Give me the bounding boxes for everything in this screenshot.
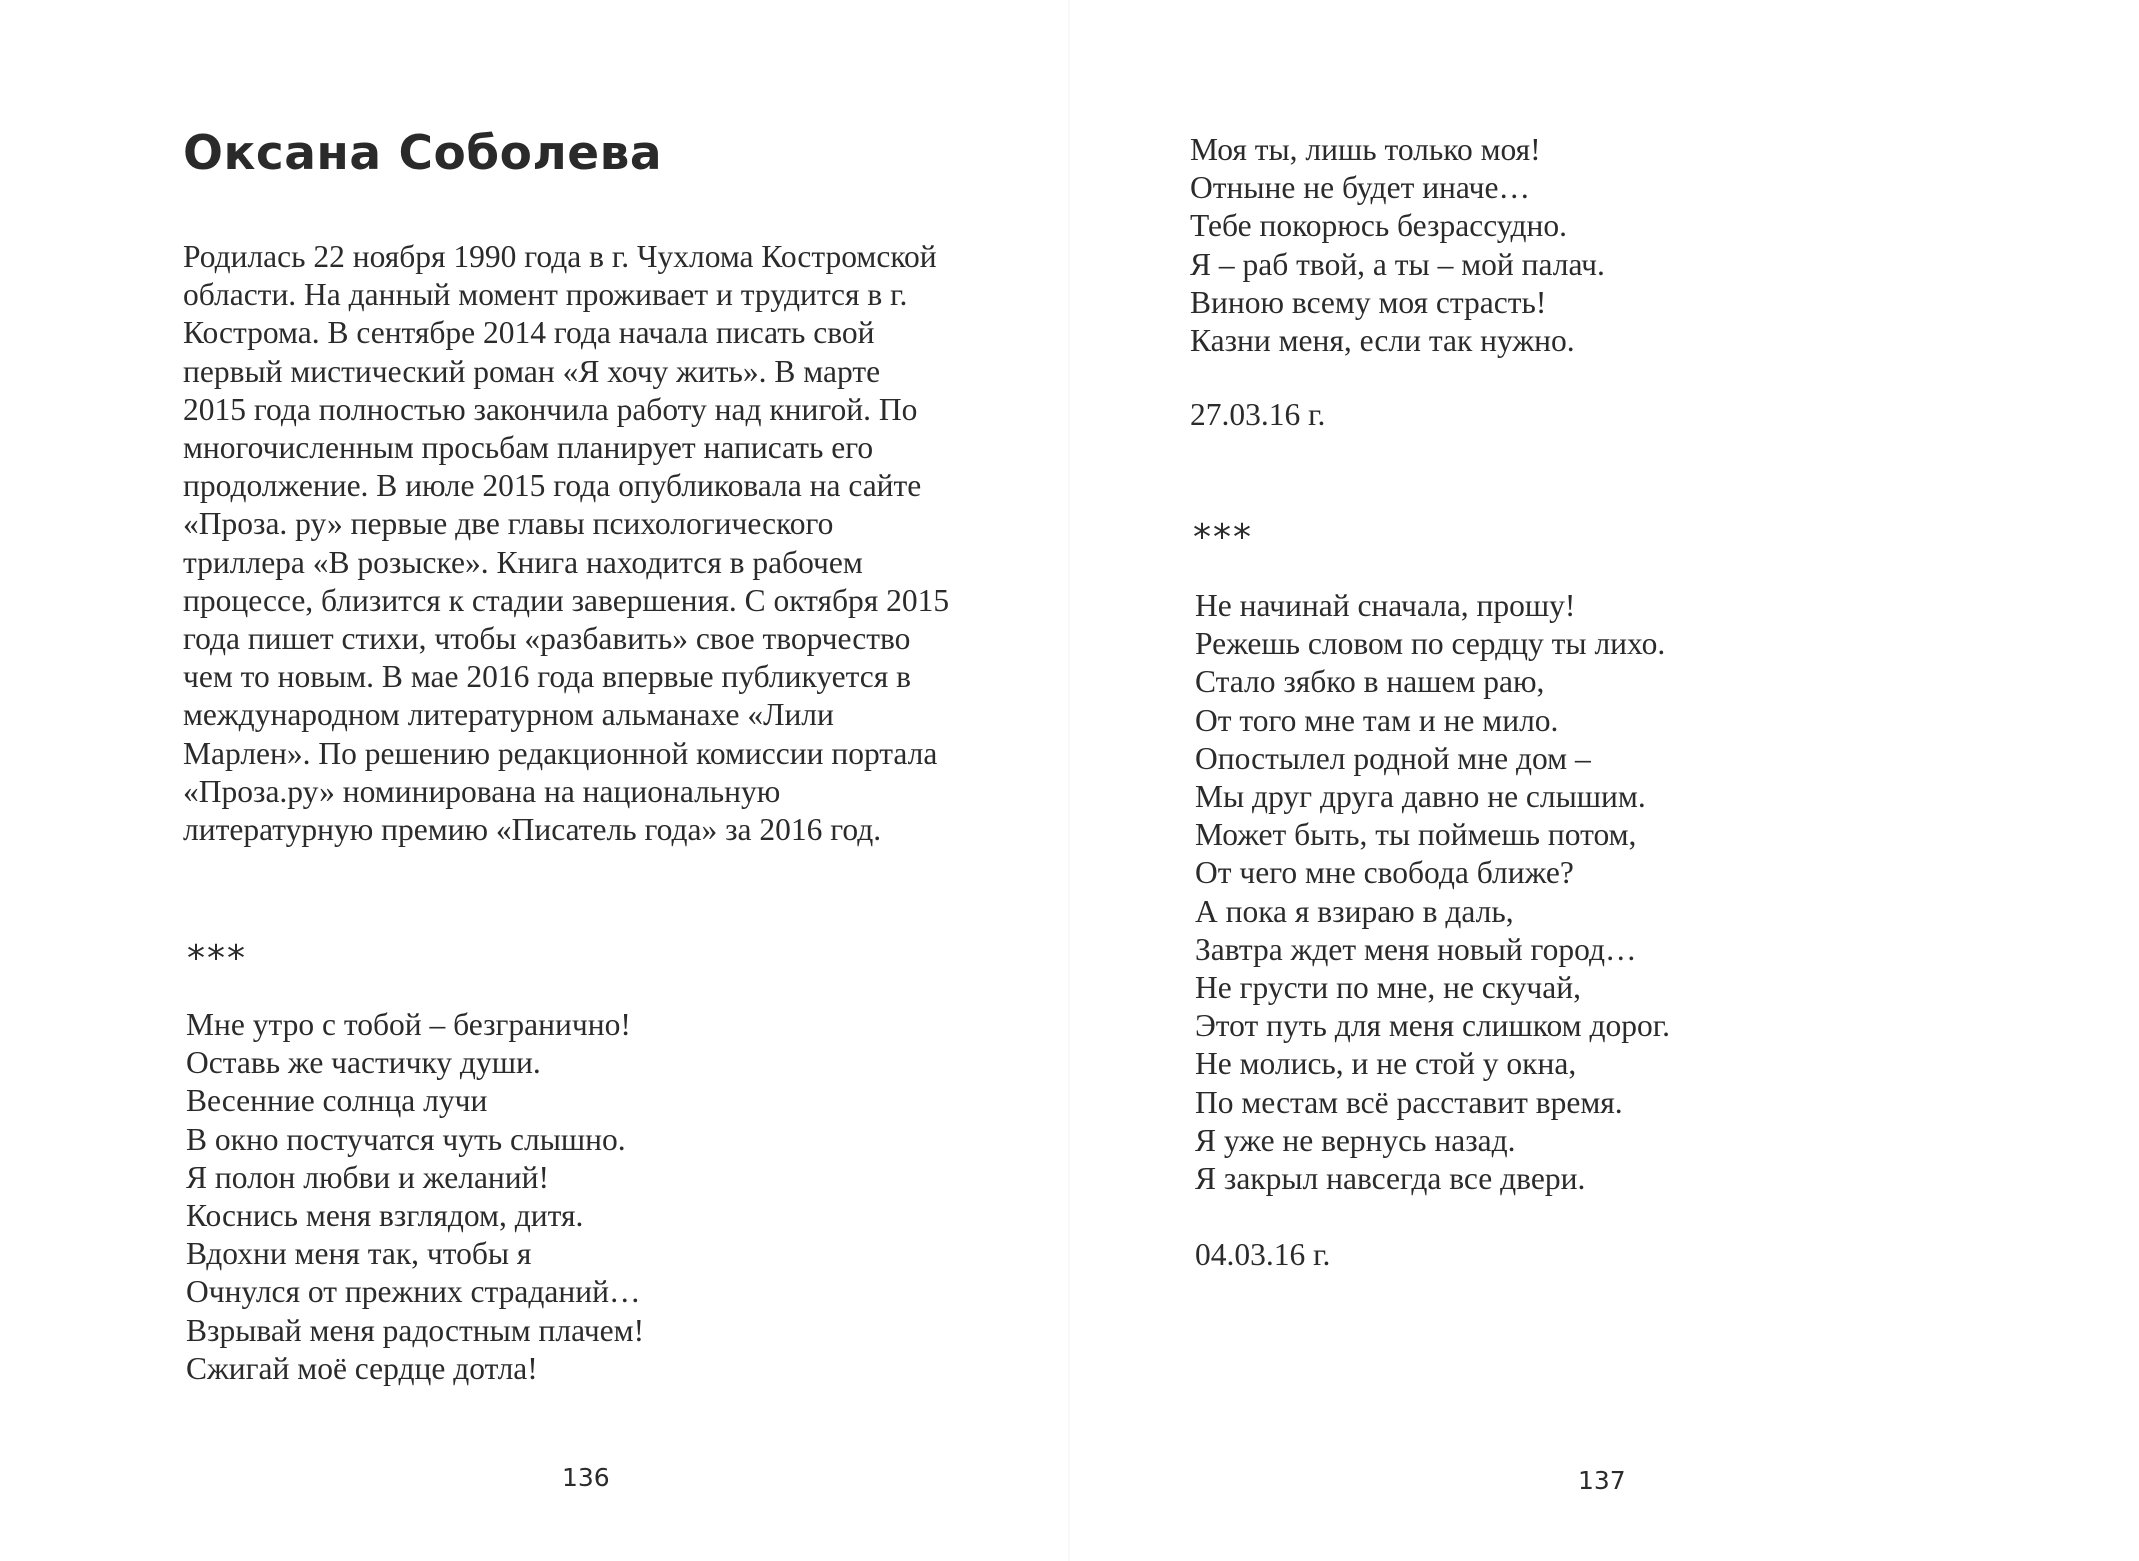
bio-line: продолжение. В июле 2015 года опубликовала на сайте — [183, 468, 922, 504]
poem-line: Стало зябко в нашем раю, — [1195, 664, 1545, 700]
bio-line: первый мистический роман «Я хочу жить». В марте — [183, 353, 881, 389]
poem-line: Не молись, и не стой у окна, — [1195, 1046, 1577, 1082]
poem-line: Весенние солнца лучи — [186, 1083, 488, 1119]
poem-line: Мы друг друга давно не слышим. — [1195, 779, 1646, 815]
poem-line: Этот путь для меня слишком дорог. — [1195, 1008, 1670, 1044]
poem-line: Я закрыл навсегда все двери. — [1195, 1161, 1586, 1197]
bio-line: года пишет стихи, чтобы «разбавить» свое творчество — [183, 621, 911, 657]
poem-line: Опостылел родной мне дом – — [1195, 740, 1591, 776]
author-name: Оксана Соболева — [183, 126, 663, 181]
poem-line: Мне утро с тобой – безгранично! — [186, 1007, 631, 1042]
poem-line: Виною всему моя страсть! — [1190, 284, 1547, 320]
bio-line: Марлен». По решению редакционной комиссии портала — [183, 735, 938, 771]
poem-line: Вдохни меня так, чтобы я — [186, 1236, 532, 1272]
poem-line: Не грусти по мне, не скучай, — [1195, 970, 1581, 1006]
poem-1-date: 27.03.16 г. — [1190, 397, 1326, 432]
bio-line: области. На данный момент проживает и трудится в г. — [183, 277, 908, 313]
bio-line: триллера «В розыске». Книга находится в рабочем — [183, 544, 863, 580]
bio-line: чем то новым. В мае 2016 года впервые публикуется в — [183, 659, 912, 695]
poem-2-date: 04.03.16 г. — [1195, 1237, 1331, 1272]
poem-line: Очнулся от прежних страданий… — [186, 1274, 641, 1310]
poem-line: Может быть, ты поймешь потом, — [1195, 817, 1637, 853]
poem-line: Режешь словом по сердцу ты лихо. — [1195, 626, 1666, 662]
bio-line: процессе, близится к стадии завершения. С октября 2015 — [183, 582, 950, 618]
author-biography — [183, 238, 983, 849]
bio-line: 2015 года полностью закончила работу над книгой. По — [183, 391, 918, 427]
bio-line: Кострома. В сентябре 2014 года начала писать свой — [183, 315, 875, 351]
poem-line: Отныне не будет иначе… — [1190, 170, 1530, 206]
bio-line: международном литературном альманахе «Лили — [183, 697, 834, 733]
bio-line: «Проза. ру» первые две главы психологического — [183, 506, 834, 542]
poem-line: Я уже не вернусь назад. — [1195, 1122, 1516, 1158]
poem-line: Моя ты, лишь только моя! — [1190, 132, 1541, 167]
poem-line: От чего мне свобода ближе? — [1195, 855, 1574, 891]
poem-line: По местам всё расставит время. — [1195, 1084, 1623, 1120]
poem-line: Я полон любви и желаний! — [186, 1159, 549, 1195]
poem-1-continued — [1190, 131, 1605, 360]
page-number-right: 137 — [1578, 1466, 1626, 1495]
poem-line: Казни меня, если так нужно. — [1190, 323, 1575, 359]
poem-line: Я – раб твой, а ты – мой палач. — [1190, 246, 1605, 282]
poem-separator: *** — [187, 938, 247, 979]
page-number-left: 136 — [562, 1463, 610, 1492]
bio-line: литературную премию «Писатель года» за 2016 год. — [183, 812, 882, 848]
poem-line: Не начинай сначала, прошу! — [1195, 588, 1576, 623]
bio-line: Родилась 22 ноября 1990 года в г. Чухлома Костромской — [183, 239, 937, 274]
poem-separator: *** — [1193, 517, 1253, 558]
poem-line: Сжигай моё сердце дотла! — [186, 1350, 538, 1386]
right-page — [1070, 0, 2139, 1561]
poem-line: Оставь же частичку души. — [186, 1045, 541, 1081]
poem-1-start — [186, 1006, 644, 1388]
bio-line: многочисленным просьбам планирует написать его — [183, 430, 874, 466]
poem-line: А пока я взираю в даль, — [1195, 893, 1514, 929]
poem-line: Завтра ждет меня новый город… — [1195, 931, 1637, 967]
left-page — [0, 0, 1069, 1561]
poem-line: От того мне там и не мило. — [1195, 702, 1559, 738]
poem-line: Взрывай меня радостным плачем! — [186, 1312, 645, 1348]
bio-line: «Проза.ру» номинирована на национальную — [183, 773, 781, 809]
poem-2 — [1195, 587, 1670, 1198]
poem-line: Коснись меня взглядом, дитя. — [186, 1198, 584, 1234]
poem-line: Тебе покорюсь безрассудно. — [1190, 208, 1568, 244]
poem-line: В окно постучатся чуть слышно. — [186, 1121, 626, 1157]
